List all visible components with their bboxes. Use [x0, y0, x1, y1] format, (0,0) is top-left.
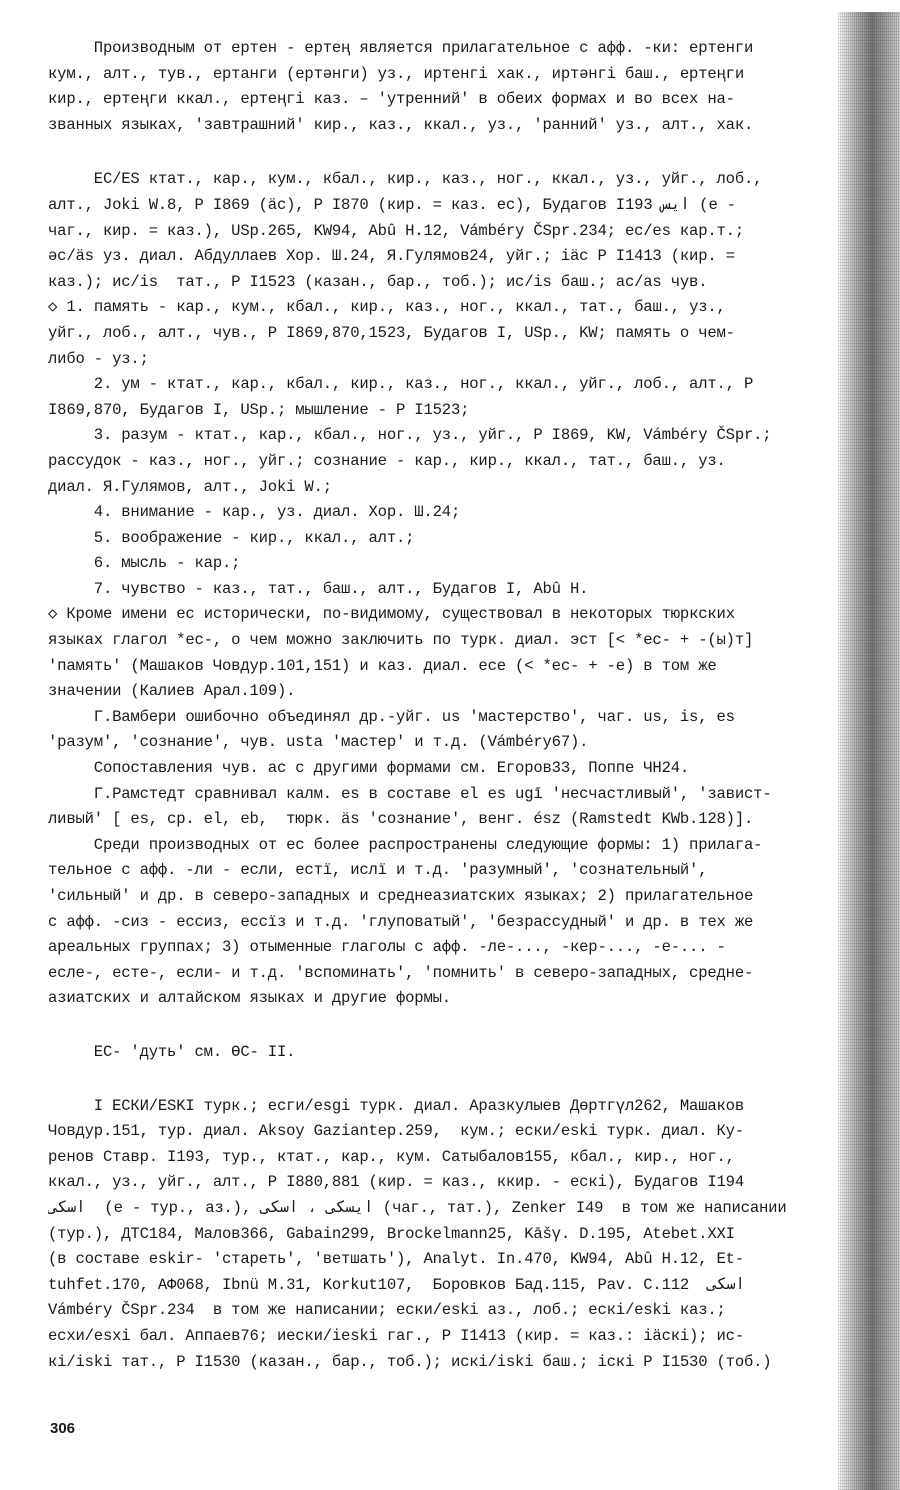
text-line: ◇ 1. память - кар., кум., кбал., кир., каз., ног., ккал., тат., баш., уз., — [48, 298, 726, 317]
text-line: алт., Joki W.8, P I869 (äс), P I870 (кир. = каз. ес), Будагов I193 ايس (е - — [48, 195, 736, 214]
dictionary-text — [48, 36, 848, 1375]
text-line: ЕС/ES ктат., кар., кум., кбал., кир., каз., ног., ккал., уз., уйг., лоб., — [48, 170, 763, 189]
text-line: званных языках, 'завтрашний' кир., каз., ккал., уз., 'ранний' уз., алт., хак. — [48, 115, 754, 134]
text-line: азиатских и алтайском языках и другие формы. — [48, 989, 451, 1008]
block-gap — [48, 1012, 848, 1040]
block-gap — [48, 1066, 848, 1094]
block-gap — [48, 138, 848, 167]
text-line: диал. Я.Гулямов, алт., Joki W.; — [48, 477, 332, 496]
text-line: 5. воображение - кир., ккал., алт.; — [48, 528, 415, 547]
entry-block — [48, 167, 848, 1012]
text-line: языках глагол *ес-, о чем можно заключить по турк. диал. эст [< *ес- + -(ы)т] — [48, 631, 754, 650]
text-line: кир., ертеңги ккал., ертеңгі каз. – 'утренний' в обеих формах и во всех на- — [48, 90, 735, 109]
text-line: Човдур.151, тур. диал. Aksoy Gaziantep.259, кум.; ески/eski турк. диал. Ку- — [48, 1122, 744, 1141]
text-line: Vámbéry ČSpr.234 в том же написании; ески/eski аз., лоб.; ескі/eskі каз.; — [48, 1301, 726, 1320]
text-line: әс/äs уз. диал. Абдуллаев Хор. Ш.24, Я.Гулямов24, уйг.; іäс P I1413 (кир. = — [48, 247, 735, 266]
text-line: ренов Ставр. I193, тур., ктат., кар., кум. Сатыбалов155, кбал., кир., ног., — [48, 1147, 735, 1166]
text-line: tuhfet.170, АФ068, Ibnü M.31, Korkut107, Боровков Бад.115, Pav. C.112 اسکی — [48, 1275, 745, 1294]
text-line: кі/іskі тат., P I1530 (казан., бар., тоб.); искі/іskі баш.; іскі P I1530 (тоб.) — [48, 1352, 772, 1371]
text-line: Производным от ертен - ертең является прилагательное с афф. -ки: ертенги — [48, 39, 754, 57]
text-line: рассудок - каз., ног., уйг.; сознание - кар., кир., ккал., тат., баш., уз. — [48, 451, 726, 470]
text-line: либо - уз.; — [48, 349, 149, 368]
text-line: 7. чувство - каз., тат., баш., алт., Будагов I, Abû H. — [48, 579, 589, 598]
text-line: I ЕСКИ/ESKI турк.; есги/esgi турк. диал. Аразкулыев Дөртгүл262, Машаков — [48, 1096, 744, 1115]
page-number: 306 — [50, 1420, 76, 1437]
text-line: каз.); ис/is тат., P I1523 (казан., бар., тоб.); ис/is баш.; ас/as чув. — [48, 272, 708, 291]
text-line: I869,870, Будагов I, USp.; мышление - P I1523; — [48, 400, 470, 419]
text-line: кум., алт., тув., ертанги (ертәнги) уз., иртенгі хак., иртәнгі баш., ертеңги — [48, 64, 744, 83]
text-line: 3. разум - ктат., кар., кбал., ног., уз., уйг., P I869, KW, Vámbéry ČSpr.; — [48, 426, 772, 445]
text-line: اسکی (е - тур., аз.), ايسکی ، اسکی (чаг., тат.), Zenker I49 в том же написании — [48, 1198, 787, 1217]
text-line: есхи/esxi бал. Аппаев76; иески/ieski гаг., P I1413 (кир. = каз.: іäскі); ис- — [48, 1326, 744, 1345]
text-line: 'разум', 'сознание', чув. usta 'мастер' и т.д. (Vámbéry67). — [48, 733, 589, 752]
text-line: чаг., кир. = каз.), USp.265, KW94, Abû H.12, Vámbéry ČSpr.234; ес/es кар.т.; — [48, 221, 744, 240]
text-line: (в составе eskir- 'стареть', 'ветшать'), Analyt. In.470, KW94, Abû H.12, Et- — [48, 1250, 744, 1269]
entry-block — [48, 1040, 848, 1066]
text-line: 'сильный' и др. в северо-западных и среднеазиатских языках; 2) прилагательное — [48, 887, 754, 905]
text-line: значении (Калиев Арал.109). — [48, 682, 296, 701]
entry-block — [48, 36, 848, 138]
text-line: Среди производных от ес более распространены следующие формы: 1) прилага- — [48, 835, 763, 854]
text-line: (тур.), ДТС184, Малов366, Gabain299, Brockelmann25, Kāšγ. D.195, Atebet.XXI — [48, 1224, 735, 1243]
text-line: 6. мысль - кар.; — [48, 554, 241, 573]
text-line: ливый' [ es, ср. el, eb, тюрк. äs 'сознание', венг. ész (Ramstedt KWb.128)]. — [48, 810, 754, 829]
text-line: ареальных группах; 3) отыменные глаголы с афф. -ле-..., -кер-..., -е-... - — [48, 938, 726, 957]
text-line: ЕС- 'дуть' см. ӨС- II. — [48, 1042, 296, 1061]
text-line: 4. внимание - кар., уз. диал. Хор. Ш.24; — [48, 503, 461, 522]
text-line: Сопоставления чув. ас с другими формами см. Егоров33, Поппе ЧН24. — [48, 759, 690, 778]
text-line: ◇ Кроме имени ес исторически, по-видимому, существовал в некоторых тюркских — [48, 605, 735, 624]
text-line: есле-, есте-, если- и т.д. 'вспоминать', 'помнить' в северо-западных, средне- — [48, 963, 754, 982]
text-line: Г.Рамстедт сравнивал калм. es в составе el es ugī 'несчастливый', 'завист- — [48, 784, 772, 803]
text-line: с афф. -сиз - ессиз, ессїз и т.д. 'глуповатый', 'безрассудный' и др. в тех же — [48, 912, 754, 931]
text-line: ккал., уз., уйг., алт., P I880,881 (кир. = каз., ккир. - ескі), Будагов I194 — [48, 1173, 744, 1192]
entry-block — [48, 1094, 848, 1376]
text-line: уйг., лоб., алт., чув., P I869,870,1523, Будагов I, USp., KW; память о чем- — [48, 323, 735, 342]
text-line: тельное с афф. -ли - если, естї, ислї и т.д. 'разумный', 'сознательный', — [48, 861, 708, 880]
text-line: Г.Вамбери ошибочно объединял др.-уйг. us 'мастерство', чаг. us, is, es — [48, 707, 735, 726]
text-line: 'память' (Машаков Човдур.101,151) и каз. диал. есе (< *ес- + -е) в том же — [48, 656, 717, 675]
text-line: 2. ум - ктат., кар., кбал., кир., каз., ног., ккал., уйг., лоб., алт., P — [48, 375, 754, 394]
